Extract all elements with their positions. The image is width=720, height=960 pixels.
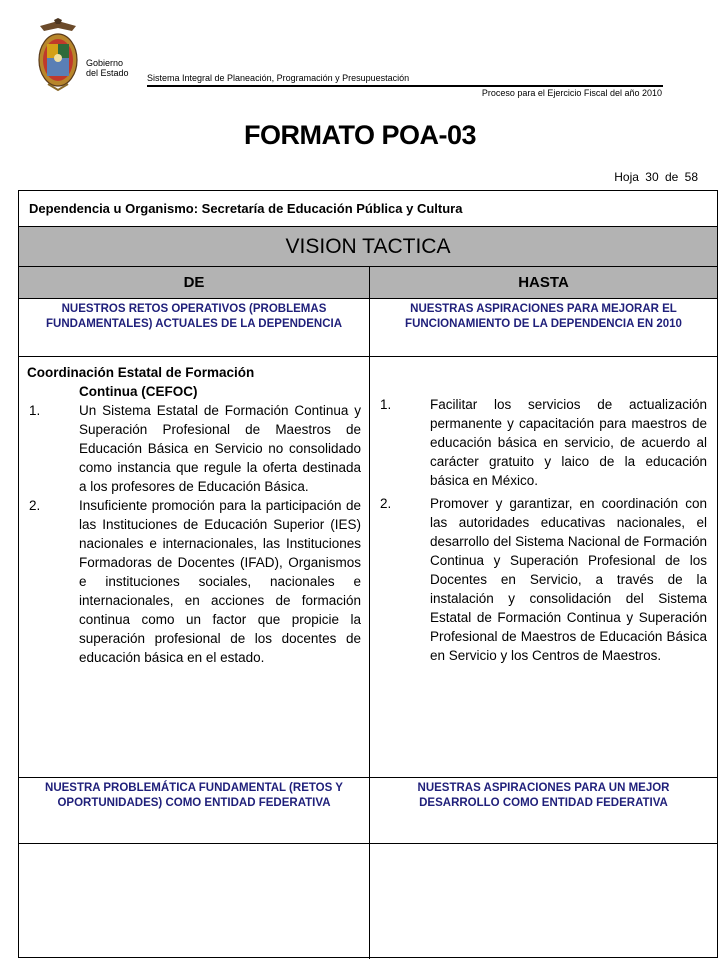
vision-table bbox=[18, 190, 718, 958]
aspiraciones-cell bbox=[370, 357, 717, 777]
subheader-desarrollo: NUESTRAS ASPIRACIONES PARA UN MEJOR DESARROLLO COMO ENTIDAD FEDERATIVA bbox=[417, 782, 670, 809]
item-text: Un Sistema Estatal de Formación Continua y Superación Profesional de Maestros de Educación Básica en Servicio no consolidado como instancia que regule la oferta destinada a los profesores de Educación Básica. bbox=[79, 403, 361, 494]
sheet-number: Hoja 30 de 58 bbox=[614, 170, 698, 184]
list-item bbox=[378, 494, 707, 665]
list-item bbox=[27, 401, 361, 496]
state-coat-of-arms-icon bbox=[34, 18, 82, 94]
subheader-retos: NUESTROS RETOS OPERATIVOS (PROBLEMAS FUNDAMENTALES) ACTUALES DE LA DEPENDENCIA bbox=[19, 299, 370, 356]
fiscal-process: Proceso para el Ejercicio Fiscal del año 2010 bbox=[481, 88, 662, 98]
empty-row bbox=[19, 844, 717, 959]
subheader-row-2 bbox=[19, 778, 717, 844]
item-number: 1. bbox=[29, 403, 41, 418]
list-item bbox=[378, 395, 707, 490]
item-number: 2. bbox=[29, 498, 41, 513]
item-text: Facilitar los servicios de actualización permanente y capacitación para maestros de educación básica en servicio, de acuerdo al carácter gratuito y laico de la educación básica en México. bbox=[430, 397, 707, 488]
page-header bbox=[0, 0, 720, 120]
system-name: Sistema Integral de Planeación, Programación y Presupuestación bbox=[147, 73, 410, 83]
org-name: Coordinación Estatal de Formación bbox=[27, 365, 255, 380]
dependency-row: Dependencia u Organismo: Secretaría de Educación Pública y Cultura bbox=[19, 191, 717, 227]
org-name-cont: Continua (CEFOC) bbox=[79, 384, 198, 399]
col-header-de: DE bbox=[19, 267, 370, 298]
subheader-row-1 bbox=[19, 299, 717, 357]
content-row bbox=[19, 357, 717, 778]
page-title: FORMATO POA-03 bbox=[243, 120, 477, 150]
column-headers bbox=[19, 267, 717, 299]
empty-cell-left bbox=[19, 844, 370, 959]
gobierno-text: Gobierno bbox=[86, 58, 124, 68]
section-title: VISION TACTICA bbox=[19, 227, 717, 267]
government-label bbox=[86, 58, 129, 78]
subheader-problematica: NUESTRA PROBLEMÁTICA FUNDAMENTAL (RETOS Y OPORTUNIDADES) COMO ENTIDAD FEDERATIVA bbox=[19, 778, 370, 843]
list-item bbox=[27, 496, 361, 667]
empty-cell-right bbox=[370, 844, 717, 959]
item-text: Promover y garantizar, en coordinación con las autoridades educativas nacionales, el desarrollo del Sistema Nacional de Formación Continua y Superación Profesional de los Docentes en Servicio, a través de la instalación y consolidación del Sistema Estatal de Formación Continua y Superación Profesional de Maestros de Educación Básica en Servicio y los Centros de Maestros. bbox=[430, 496, 707, 663]
retos-cell bbox=[19, 357, 370, 777]
del-estado-text: del Estado bbox=[86, 68, 129, 78]
item-text: Insuficiente promoción para la participación de las Instituciones de Educación Superior (IES) nacionales e internacionales, las Instituciones Formadoras de Docentes (IFAD), Organismos e instituciones sociales, nacionales e internacionales, en acciones de formación continua como un factor que propicie la superación profesional de los docentes de educación básica en el estado. bbox=[79, 498, 361, 665]
header-divider bbox=[147, 85, 663, 87]
item-number: 1. bbox=[380, 397, 392, 412]
item-number: 2. bbox=[380, 496, 392, 511]
subheader-aspiraciones: NUESTRAS ASPIRACIONES PARA MEJORAR EL FUNCIONAMIENTO DE LA DEPENDENCIA EN 2010 bbox=[405, 303, 682, 330]
col-header-hasta: HASTA bbox=[518, 274, 569, 291]
